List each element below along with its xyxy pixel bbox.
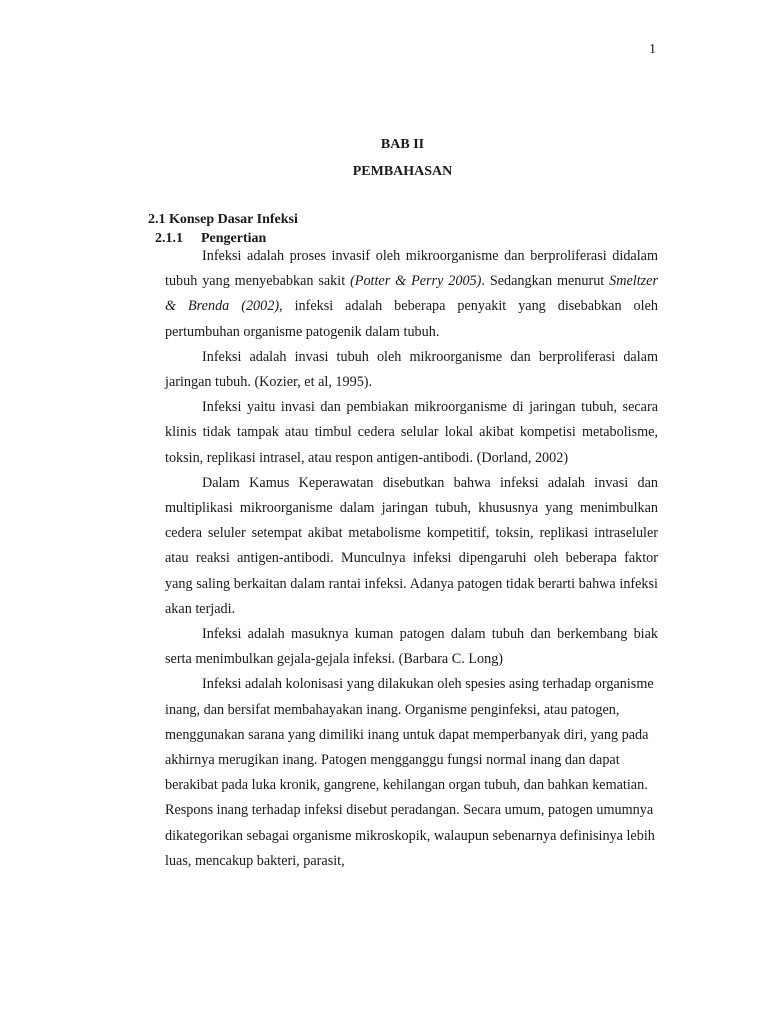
chapter-title: PEMBAHASAN	[352, 164, 453, 179]
page-number: 1	[649, 42, 656, 57]
paragraph	[165, 244, 658, 345]
paragraph-text: Infeksi adalah proses invasif oleh mikroorganisme dan berproliferasi didalam tubuh yang menyebabkan sakit	[165, 248, 658, 290]
citation: Smeltzer & Brenda (2002)	[165, 273, 659, 315]
paragraph: Infeksi yaitu invasi dan pembiakan mikroorganisme di jaringan tubuh, secara klinis tidak tampak atau timbul cedera selular lokal akibat kompetisi metabolisme, toksin, replikasi intrasel, atau respon antigen-antibodi. (Dorland, 2002)	[165, 399, 658, 466]
paragraph: Infeksi adalah kolonisasi yang dilakukan oleh spesies asing terhadap organisme inang, dan bersifat membahayakan inang. Organisme penginfeksi, atau patogen, menggunakan sarana yang dimiliki inang untuk dapat memperbanyak diri, yang pada akhirnya merugikan inang. Patogen mengganggu fungsi normal inang dan dapat berakibat pada luka kronik, gangrene, kehilangan organ tubuh, dan bahkan kematian. Respons inang terhadap infeksi disebut peradangan. Secara umum, patogen umumnya dikategorikan sebagai organisme mikroskopik, walaupun sebenarnya definisinya lebih luas, mencakup bakteri, parasit,	[165, 676, 655, 869]
paragraph: Infeksi adalah invasi tubuh oleh mikroorganisme dan berproliferasi dalam jaringan tubuh. (Kozier, et al, 1995).	[165, 348, 658, 391]
body-text	[165, 244, 658, 874]
subsection-title: Pengertian	[201, 231, 267, 246]
paragraph-text: , infeksi adalah beberapa penyakit yang disebabkan oleh pertumbuhan organisme patogenik dalam tubuh.	[165, 298, 658, 340]
section-heading: 2.1 Konsep Dasar Infeksi	[148, 212, 298, 227]
subsection-number: 2.1.1	[155, 231, 183, 246]
paragraph: Dalam Kamus Keperawatan disebutkan bahwa infeksi adalah invasi dan multiplikasi mikroorganisme dalam jaringan tubuh, khususnya yang menimbulkan cedera seluler setempat akibat metabolisme kompetitif, toksin, replikasi intraseluler atau reaksi antigen-antibodi. Munculnya infeksi dipengaruhi oleh beberapa faktor yang saling berkaitan dalam rantai infeksi. Adanya patogen tidak berarti bahwa infeksi akan terjadi.	[165, 474, 658, 617]
citation: (Potter & Perry 2005)	[350, 273, 482, 290]
paragraph: Infeksi adalah masuknya kuman patogen dalam tubuh dan berkembang biak serta menimbulkan gejala-gejala infeksi. (Barbara C. Long)	[165, 626, 658, 668]
chapter-label: BAB II	[380, 137, 425, 152]
paragraph-text: . Sedangkan menurut	[481, 273, 610, 290]
